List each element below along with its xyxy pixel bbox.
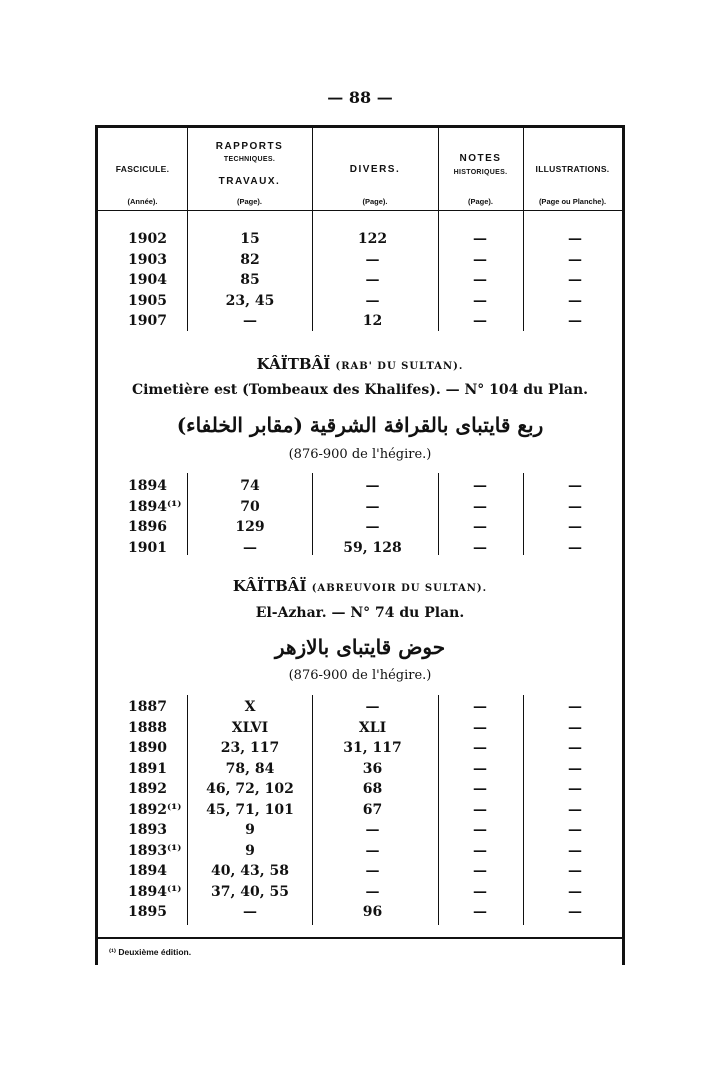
section2-title <box>95 577 625 595</box>
cell-ill: — <box>568 740 582 756</box>
cell-year: 1904 <box>128 272 167 288</box>
section2-subtitle: El-Azhar. — N° 74 du Plan. <box>255 605 465 621</box>
cell-rap: 40, 43, 58 <box>211 863 289 879</box>
cell-year: 1893 <box>128 822 167 838</box>
table-row <box>95 229 625 249</box>
cell-div: — <box>365 842 380 859</box>
col-sub-illustrations: (Page ou Planche). <box>538 197 607 206</box>
cell-ill: — <box>568 699 582 715</box>
page-number: — 88 — <box>327 88 393 107</box>
cell-div: — <box>365 251 380 268</box>
cell-not: — <box>473 251 487 268</box>
cell-rap: — <box>243 904 257 920</box>
cell-div: — <box>365 272 380 288</box>
cell-not: — <box>473 272 487 288</box>
cell-ill: — <box>568 719 582 736</box>
cell-rap: 46, 72, 102 <box>206 781 294 797</box>
footnote: ⁽¹⁾ Deuxième édition. <box>109 947 192 957</box>
section1-title-paren: (RAB' DU SULTAN). <box>335 361 464 372</box>
cell-ill: — <box>568 313 582 329</box>
cell-year: 1893⁽¹⁾ <box>128 842 182 859</box>
header-divider <box>95 210 625 211</box>
cell-div: XLI <box>358 719 387 736</box>
section1-hegire: (876-900 de l'hégire.) <box>288 447 432 462</box>
cell-ill: — <box>568 478 582 494</box>
table-row <box>95 718 625 738</box>
cell-year: 1887 <box>128 699 167 715</box>
cell-year: 1901 <box>128 539 167 556</box>
col-sub-rapports: (Page). <box>236 197 262 206</box>
cell-div: 67 <box>362 801 383 818</box>
cell-ill: — <box>568 231 582 247</box>
cell-ill: — <box>568 760 582 777</box>
cell-rap: 23, 117 <box>220 740 280 756</box>
cell-rap: 78, 84 <box>225 760 275 777</box>
section1-subtitle: Cimetière est (Tombeaux des Khalifes). — N° 104 du Plan. <box>131 382 589 398</box>
cell-rap: 15 <box>240 231 260 247</box>
cell-year: 1905 <box>128 292 167 309</box>
cell-div: — <box>365 498 380 515</box>
section2-title-paren: (ABREUVOIR DU SULTAN). <box>311 583 488 594</box>
cell-ill: — <box>568 272 582 288</box>
cell-ill: — <box>568 781 582 797</box>
table-frame <box>95 125 625 965</box>
table-row <box>95 902 625 922</box>
cell-not: — <box>473 863 487 879</box>
col-sub-fascicule: (Année). <box>127 197 158 206</box>
cell-div: — <box>365 478 380 494</box>
cell-rap: — <box>243 313 257 329</box>
cell-rap: 82 <box>240 251 260 268</box>
cell-not: — <box>473 539 487 556</box>
table-row <box>95 779 625 799</box>
table-row <box>95 820 625 840</box>
cell-ill: — <box>568 539 582 556</box>
section1-arabic: ربع قايتباى بالقرافة الشرقية (مقابر الخلفاء) <box>176 413 544 437</box>
cell-year: 1907 <box>128 313 167 329</box>
cell-year: 1894 <box>128 478 167 494</box>
cell-div: — <box>365 883 380 900</box>
cell-div: 68 <box>362 781 383 797</box>
table-row <box>95 861 625 881</box>
cell-ill: — <box>568 498 582 515</box>
cell-div: — <box>365 822 380 838</box>
section2-arabic: حوض قايتباى بالازهر <box>274 635 446 659</box>
section2-title-name: KÂÏTBÂÏ <box>232 577 307 595</box>
cell-year: 1891 <box>128 760 167 777</box>
section2-hegire: (876-900 de l'hégire.) <box>288 668 432 683</box>
cell-year: 1892 <box>128 781 167 797</box>
cell-year: 1894 <box>128 863 167 879</box>
cell-year: 1896 <box>128 519 167 535</box>
table-row <box>95 497 625 517</box>
cell-ill: — <box>568 842 582 859</box>
cell-div: 31, 117 <box>343 740 402 756</box>
cell-rap: 129 <box>235 519 265 535</box>
cell-year: 1894⁽¹⁾ <box>128 498 182 515</box>
cell-year: 1903 <box>128 251 167 268</box>
cell-rap: 45, 71, 101 <box>206 801 294 818</box>
cell-div: 122 <box>357 231 388 247</box>
cell-rap: XLVI <box>231 719 269 736</box>
cell-not: — <box>473 822 487 838</box>
cell-ill: — <box>568 904 582 920</box>
cell-ill: — <box>568 801 582 818</box>
cell-ill: — <box>568 292 582 309</box>
cell-year: 1895 <box>128 904 167 920</box>
cell-rap: X <box>244 699 256 715</box>
cell-ill: — <box>568 822 582 838</box>
table-row <box>95 841 625 861</box>
col-header-illustrations: ILLUSTRATIONS. <box>535 164 610 174</box>
cell-not: — <box>473 478 487 494</box>
cell-not: — <box>473 313 487 329</box>
cell-div: — <box>365 519 380 535</box>
cell-rap: — <box>243 539 257 556</box>
cell-not: — <box>473 842 487 859</box>
col-header-divers: DIVERS. <box>349 164 401 175</box>
cell-div: 12 <box>362 313 383 329</box>
cell-year: 1890 <box>128 740 167 756</box>
cell-not: — <box>473 904 487 920</box>
cell-year: 1902 <box>128 231 167 247</box>
cell-ill: — <box>568 863 582 879</box>
cell-rap: 9 <box>245 822 255 838</box>
cell-ill: — <box>568 883 582 900</box>
table-row <box>95 517 625 537</box>
cell-rap: 9 <box>245 842 255 859</box>
cell-rap: 70 <box>240 498 260 515</box>
col-header-fascicule: FASCICULE. <box>115 164 170 174</box>
cell-not: — <box>473 719 487 736</box>
col-header-rapports: RAPPORTS <box>215 141 284 152</box>
cell-year: 1892⁽¹⁾ <box>128 801 182 818</box>
cell-rap: 74 <box>240 478 260 494</box>
cell-rap: 37, 40, 55 <box>211 883 289 900</box>
cell-div: — <box>365 863 380 879</box>
table-row <box>95 538 625 558</box>
cell-not: — <box>473 699 487 715</box>
cell-year: 1888 <box>128 719 167 736</box>
table-row <box>95 759 625 779</box>
cell-not: — <box>473 519 487 535</box>
col-header-historiques: HISTORIQUES. <box>453 169 508 176</box>
table-row <box>95 476 625 496</box>
cell-not: — <box>473 498 487 515</box>
table-row <box>95 291 625 311</box>
table-row <box>95 738 625 758</box>
col-sub-divers: (Page). <box>362 197 388 206</box>
table-row <box>95 250 625 270</box>
cell-not: — <box>473 760 487 777</box>
cell-div: 59, 128 <box>343 539 402 556</box>
col-sub-notes: (Page). <box>467 197 493 206</box>
table-row <box>95 270 625 290</box>
cell-div: 96 <box>362 904 383 920</box>
table-row <box>95 311 625 331</box>
table-row <box>95 882 625 902</box>
table-row <box>95 800 625 820</box>
cell-not: — <box>473 801 487 818</box>
section1-title-name: KÂÏTBÂÏ <box>256 355 331 373</box>
cell-rap: 23, 45 <box>225 292 275 309</box>
table-row <box>95 697 625 717</box>
col-header-travaux: TRAVAUX. <box>218 176 281 187</box>
cell-not: — <box>473 292 487 309</box>
cell-ill: — <box>568 519 582 535</box>
cell-not: — <box>473 231 487 247</box>
cell-div: — <box>365 292 380 309</box>
cell-not: — <box>473 740 487 756</box>
cell-div: 36 <box>362 760 383 777</box>
cell-ill: — <box>568 251 582 268</box>
cell-div: — <box>365 699 380 715</box>
cell-year: 1894⁽¹⁾ <box>128 883 182 900</box>
col-header-techniques: TECHNIQUES. <box>223 156 276 163</box>
col-header-notes: NOTES <box>459 153 502 164</box>
cell-rap: 85 <box>240 272 260 288</box>
section1-title <box>95 355 625 373</box>
cell-not: — <box>473 883 487 900</box>
cell-not: — <box>473 781 487 797</box>
